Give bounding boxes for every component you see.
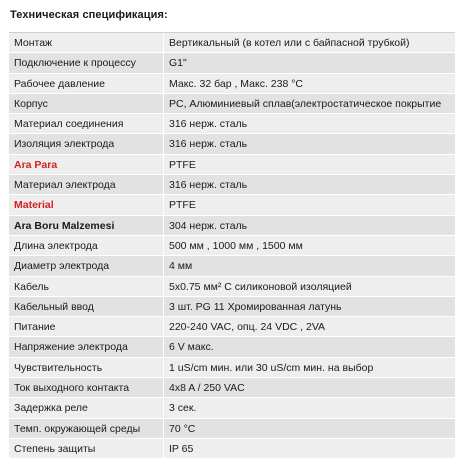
spec-value: 1 uS/cm мин. или 30 uS/cm мин. на выбор (169, 361, 374, 374)
spec-label: Material (9, 195, 164, 214)
spec-label: Ток выходного контакта (9, 378, 164, 397)
spec-label: Длина электрода (9, 236, 164, 255)
spec-value: 220-240 VAC, опц. 24 VDC , 2VA (169, 321, 326, 334)
spec-table (9, 32, 455, 459)
spec-value: Вертикальный (в котел или с байпасной трубкой) (169, 37, 410, 49)
spec-label: Задержка реле (9, 398, 164, 417)
spec-label: Чувствительность (9, 358, 164, 377)
table-row (9, 398, 455, 418)
spec-value: 316 нерж. сталь (169, 138, 248, 151)
table-row (9, 195, 455, 215)
table-row (9, 33, 455, 53)
spec-label: Корпус (9, 94, 164, 113)
table-row (9, 378, 455, 398)
spec-label: Кабель (9, 277, 164, 296)
table-row (9, 134, 455, 154)
table-row (9, 277, 455, 297)
table-row (9, 53, 455, 73)
spec-value: 6 V макс. (169, 341, 214, 354)
spec-value: 4 мм (169, 260, 193, 273)
spec-label: Диаметр электрода (9, 256, 164, 275)
table-row (9, 94, 455, 114)
table-row (9, 256, 455, 276)
spec-value: G1" (169, 57, 187, 70)
spec-value: 316 нерж. сталь (169, 118, 248, 131)
spec-value: IP 65 (169, 442, 194, 455)
table-row (9, 317, 455, 337)
table-row (9, 419, 455, 439)
spec-value: 3 шт. PG 11 Хромированная латунь (169, 300, 342, 313)
spec-label: Материал соединения (9, 114, 164, 133)
spec-label: Рабочее давление (9, 74, 164, 93)
spec-value: 304 нерж. сталь (169, 219, 248, 232)
spec-value: Макс. 32 бар , Макс. 238 °C (169, 77, 304, 90)
spec-label: Подключение к процессу (9, 53, 164, 72)
spec-label: Степень защиты (9, 439, 164, 458)
spec-label: Кабельный ввод (9, 297, 164, 316)
spec-value: 5x0.75 мм² С силиконовой изоляцией (169, 280, 352, 293)
spec-label: Изоляция электрода (9, 134, 164, 153)
table-row (9, 74, 455, 94)
spec-label: Питание (9, 317, 164, 336)
table-row (9, 216, 455, 236)
spec-label: Напряжение электрода (9, 337, 164, 356)
spec-label: Ara Boru Malzemesi (9, 216, 164, 235)
spec-label: Монтаж (9, 33, 164, 52)
spec-heading: Техническая спецификация: (10, 9, 168, 21)
spec-value: 3 сек. (169, 402, 197, 415)
spec-value: 70 °C (169, 422, 196, 435)
spec-value: PTFE (169, 158, 196, 171)
spec-value: PC, Алюминиевый сплав(электростатическое покрытие (169, 97, 442, 110)
table-row (9, 439, 455, 459)
table-row (9, 337, 455, 357)
spec-value: 500 мм , 1000 мм , 1500 мм (169, 239, 303, 252)
table-row (9, 358, 455, 378)
spec-label: Материал электрода (9, 175, 164, 194)
spec-value: 4x8 A / 250 VAC (169, 382, 245, 395)
table-row (9, 155, 455, 175)
table-row (9, 297, 455, 317)
spec-value: PTFE (169, 199, 196, 212)
spec-value: 316 нерж. сталь (169, 179, 248, 192)
table-row (9, 236, 455, 256)
table-row (9, 175, 455, 195)
table-row (9, 114, 455, 134)
spec-label: Темп. окружающей среды (9, 419, 164, 438)
spec-label: Ara Para (9, 155, 164, 174)
